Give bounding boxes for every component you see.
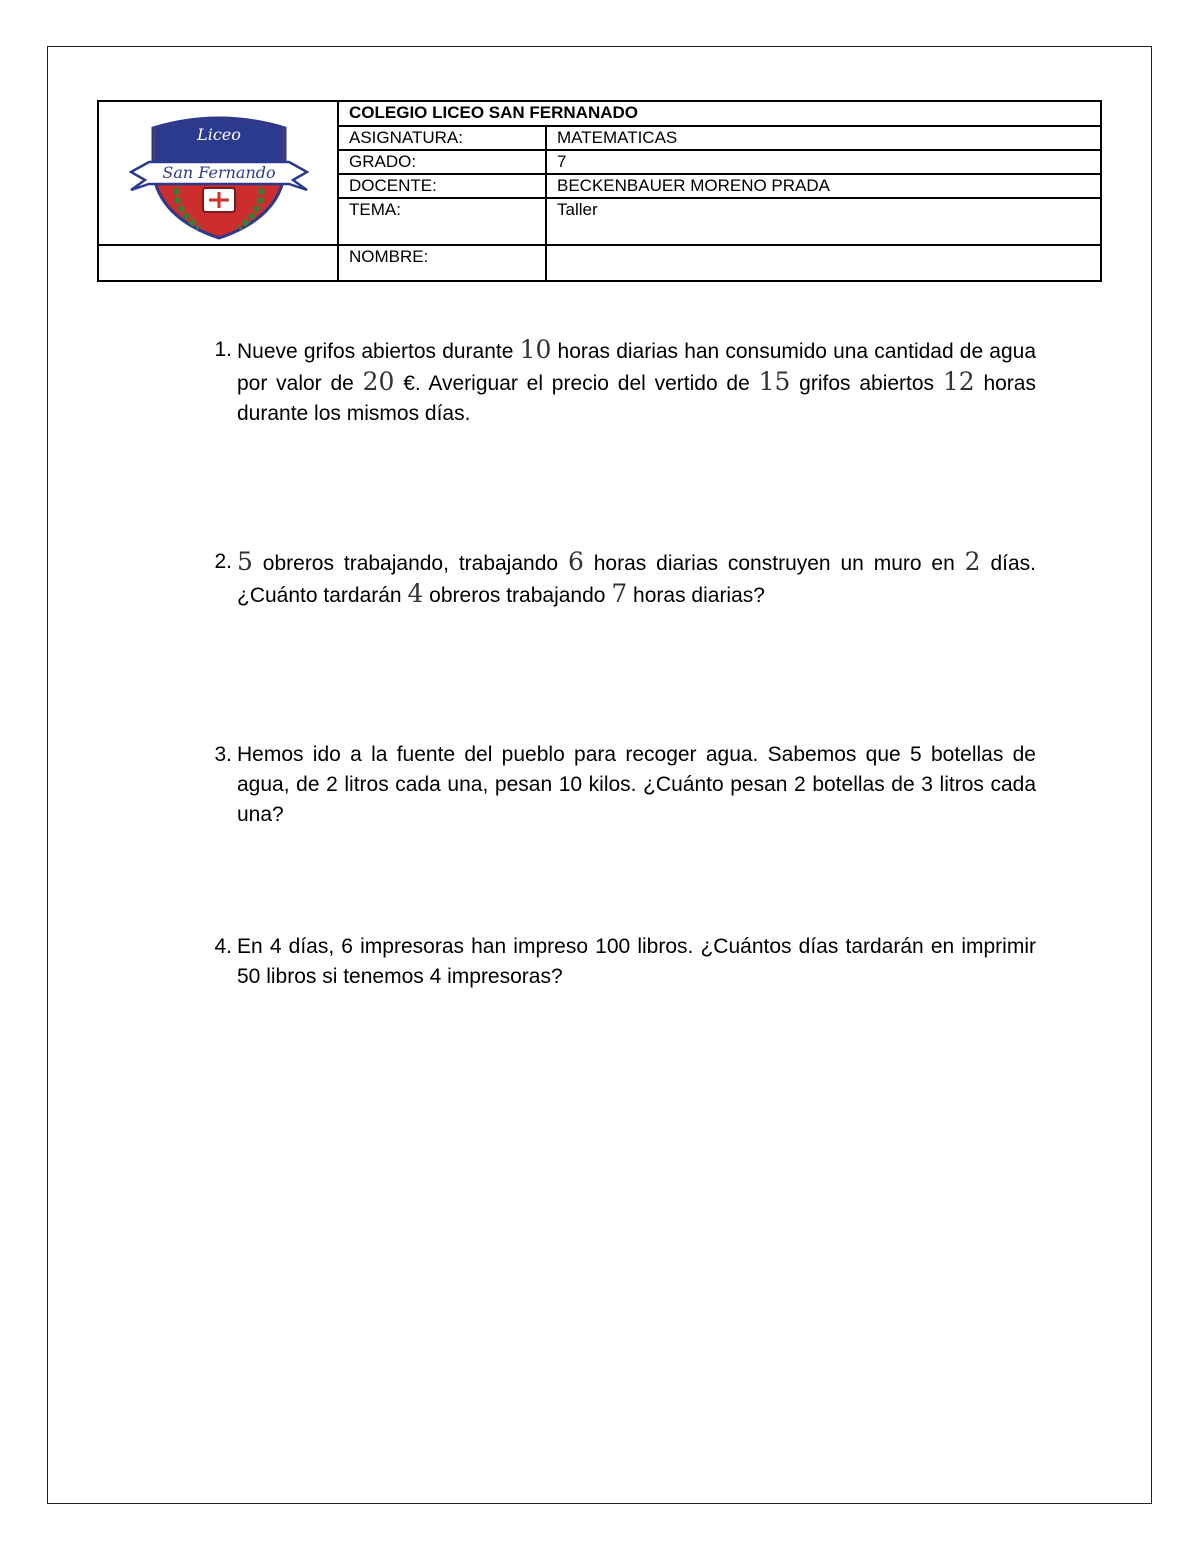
header-table [97,100,1102,282]
problem-text: En 4 días, 6 impresoras han impreso 100 libros. ¿Cuántos días tardarán en imprimir 50 libros si tenemos 4 impresoras? [237,935,1036,988]
problem-2 [196,547,1036,611]
problem-1 [196,335,1036,429]
name-field[interactable] [546,245,1101,281]
logo-ribbon-word: San Fernando [162,163,276,182]
teacher-label: DOCENTE: [338,174,546,198]
grade-label: GRADO: [338,150,546,174]
school-name: COLEGIO LICEO SAN FERNANADO [338,101,1101,126]
teacher-value: BECKENBAUER MORENO PRADA [546,174,1101,198]
subject-label: ASIGNATURA: [338,126,546,150]
name-label: NOMBRE: [338,245,546,281]
school-crest-logo [129,110,309,244]
problem-number: 2. [214,550,232,573]
problem-text: 5 obreros trabajando, trabajando 6 horas diarias construyen un muro en 2 días. ¿Cuánto tardarán 4 obreros trabajando 7 horas diarias? [237,547,1036,608]
grade-value: 7 [546,150,1101,174]
problem-text: Hemos ido a la fuente del pueblo para recoger agua. Sabemos que 5 botellas de agua, de 2 litros cada una, pesan 10 kilos. ¿Cuánto pesan 2 botellas de 3 litros cada una? [237,743,1036,826]
problem-number: 1. [214,338,232,361]
name-blank-cell [98,245,338,281]
subject-value: MATEMATICAS [546,126,1101,150]
problem-number: 4. [214,935,232,958]
problem-text: Nueve grifos abiertos durante 10 horas diarias han consumido una cantidad de agua por valor de 20 €. Averiguar el precio del vertido de 15 grifos abiertos 12 horas durante los mismos días. [237,335,1037,425]
logo-cell [98,101,338,245]
problem-number: 3. [214,743,232,766]
topic-label: TEMA: [338,198,546,245]
problem-3 [196,740,1036,830]
problem-4 [196,932,1036,992]
topic-value: Taller [546,198,1101,245]
logo-top-word: Liceo [197,125,241,144]
